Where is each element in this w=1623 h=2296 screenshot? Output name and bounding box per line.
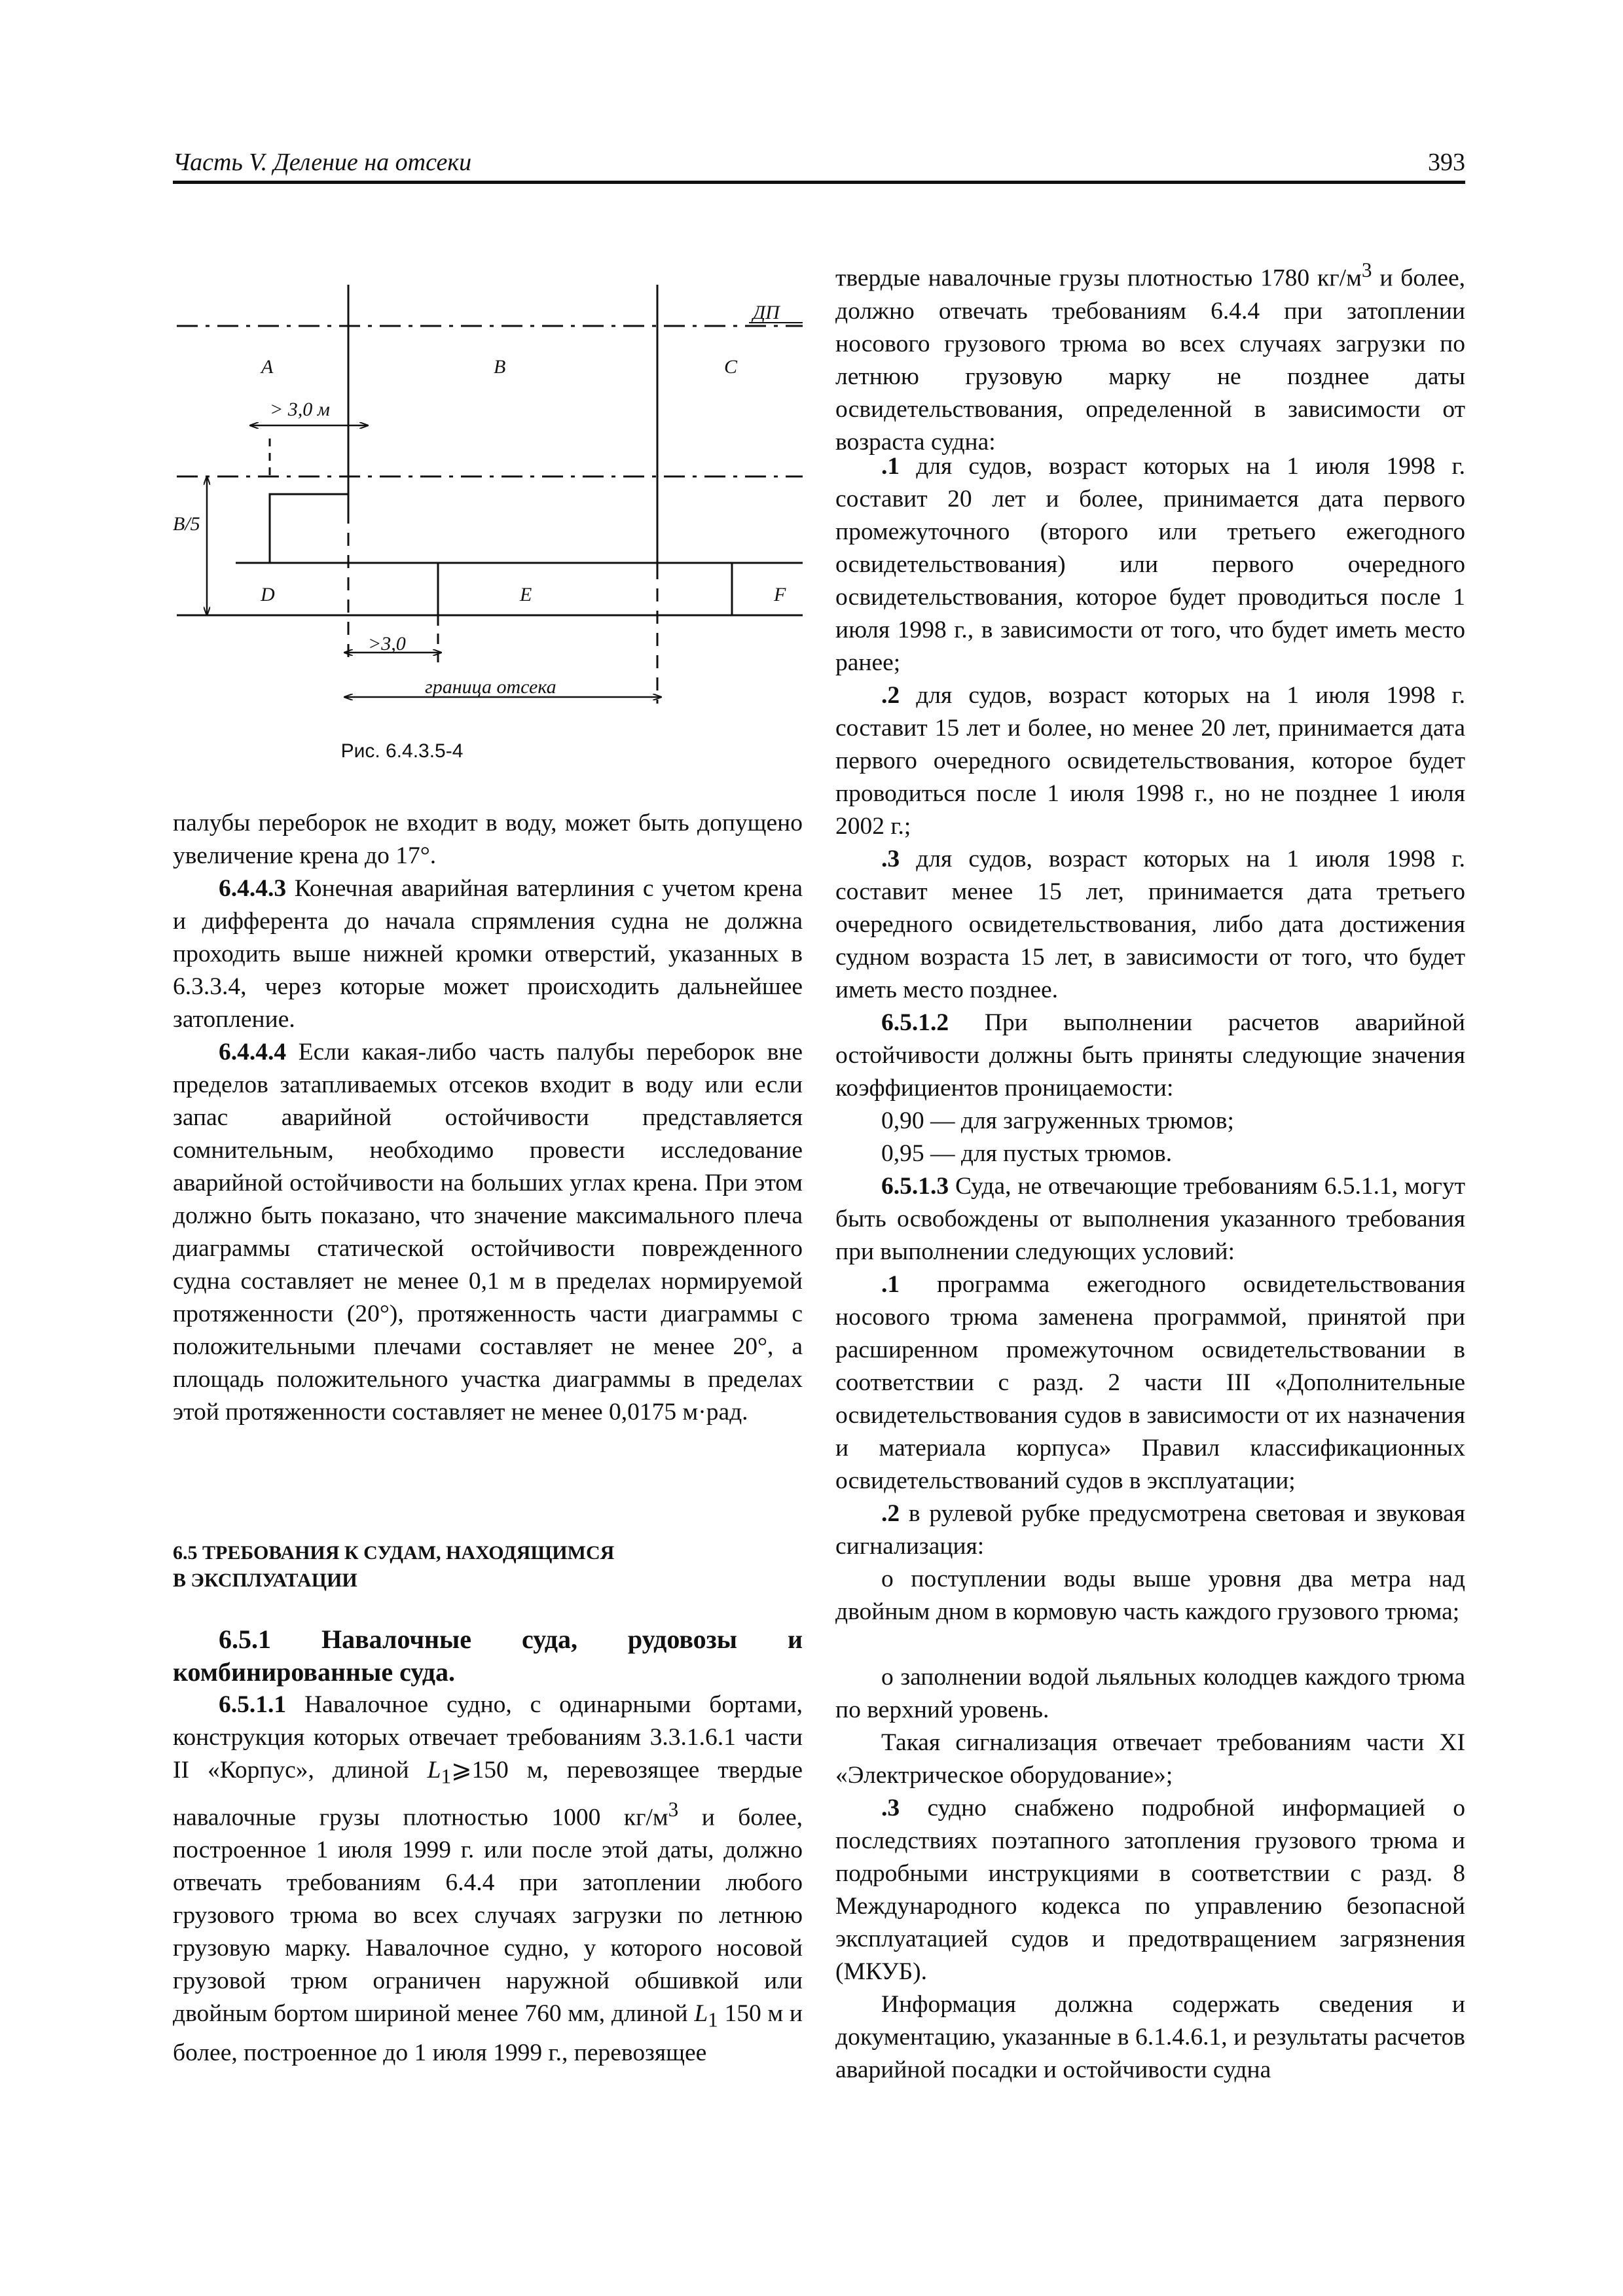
paragraph-text: и более, должно отвечать требованиям 6.4.4 при затоплении носового грузового трюма во всех случаях загрузки по летнюю грузовую марку не позднее даты освидетельствования, определенной в зависимости от возраста судна: xyxy=(835,264,1466,456)
item-number: .3 xyxy=(881,1795,900,1821)
paragraph-6-5-1-3 xyxy=(835,1170,1465,1268)
condition-1 xyxy=(835,1268,1465,1498)
clause-number: 6.5.1.3 xyxy=(881,1173,949,1200)
paragraph-text: палубы переборок не входит в воду, может быть допущено увеличение крена до 17°. xyxy=(173,810,803,869)
section-heading-line-1: 6.5 ТРЕБОВАНИЯ К СУДАМ, НАХОДЯЩИМСЯ xyxy=(173,1542,615,1564)
list-item-2 xyxy=(835,679,1465,843)
paragraph-continuation xyxy=(835,254,1465,459)
label-e: E xyxy=(520,584,532,605)
item-text: в рулевой рубке предусмотрена световая и звуковая сигнализация: xyxy=(835,1500,1465,1560)
paragraph-text: Конечная аварийная ватерлиния с учетом крена и дифферента до начала спрямления судна не должна проходить выше нижней кромки отверстий, указанных в 6.3.3.4, через которые может происходить дальнейшее затопление. xyxy=(173,875,803,1033)
symbol-subscript: 1 xyxy=(441,1765,452,1788)
label-dim-bottom: >3,0 xyxy=(368,633,406,655)
label-a: A xyxy=(261,356,274,378)
paragraph-text: 150 м и более, построенное до 1 июля 1999 г., перевозящее xyxy=(173,2000,803,2066)
paragraph-text: ⩾150 м, перевозящее твердые навалочные грузы плотностью 1000 кг/м xyxy=(173,1757,803,1831)
figure-6-4-3-5-4 xyxy=(173,259,803,782)
item-text: для судов, возраст которых на 1 июля 1998 г. составит 20 лет и более, принимается дата первого промежуточного (второго или третьего ежегодного освидетельствования) или первого очередного освидетельствования, которое будет проводиться после 1 июля 1998 г., в зависимости от того, что будет иметь место ранее; xyxy=(835,453,1465,676)
label-b5: B/5 xyxy=(173,513,200,535)
paragraph-text: твердые навалочные грузы плотностью 1780 кг/м xyxy=(835,264,1362,292)
page-header xyxy=(173,148,1465,184)
item-number: .2 xyxy=(881,1500,900,1527)
paragraph-6-5-1-1 xyxy=(173,1689,803,2070)
label-dp: ДП xyxy=(753,302,780,323)
paragraph-text: При выполнении расчетов аварийной остойчивости должны быть приняты следующие значения коэффициентов проницаемости: xyxy=(835,1009,1465,1102)
running-title: Часть V. Деление на отсеки xyxy=(173,149,472,176)
step-outline xyxy=(270,494,348,563)
alarm-bilge-wells: о заполнении водой льяльных колодцев каждого трюма по верхний уровень. xyxy=(835,1664,1465,1723)
label-dim-top: > 3,0 м xyxy=(270,399,330,420)
label-c: C xyxy=(724,356,738,378)
label-f: F xyxy=(774,584,786,605)
unit-superscript: 3 xyxy=(1361,259,1372,281)
paragraph-6-4-4-4 xyxy=(173,1036,803,1429)
item-number: .1 xyxy=(881,453,900,480)
page-number: 393 xyxy=(1428,149,1465,176)
permeability-loaded: 0,90 — для загруженных трюмов; xyxy=(881,1107,1234,1134)
paragraph-text: Если какая-либо часть палубы переборок вне пределов затапливаемых отсеков входит в воду или если запас аварийной остойчивости представляется сомнительным, необходимо провести исследование аварийной остойчивости на больших углах крена. При этом должно быть показано, что значение максимального плеча диаграммы статической остойчивости поврежденного судна составляет не менее 0,1 м в пределах нормируемой протяженности (20°), протяженность части диаграммы с положительными плечами составляет не менее 20°, а площадь положительного участка диаграммы в пределах этой протяженности составляет не менее 0,0175 м·рад. xyxy=(173,1039,803,1426)
paragraph-information: Информация должна содержать сведения и документацию, указанные в 6.1.4.6.1, и результаты расчетов аварийной посадки и остойчивости судна xyxy=(835,1991,1465,2083)
paragraph-6-5-1-2 xyxy=(835,1007,1465,1105)
item-number: .1 xyxy=(881,1271,900,1298)
label-d: D xyxy=(261,584,275,605)
item-text: для судов, возраст которых на 1 июля 1998 г. составит менее 15 лет, принимается дата третьего очередного освидетельствования, либо дата достижения судном возраста 15 лет, в зависимости от того, что будет иметь место позднее. xyxy=(835,846,1465,1003)
paragraph-continuation xyxy=(173,807,803,872)
item-number: .3 xyxy=(881,846,900,872)
alarm-compliance: Такая сигнализация отвечает требованиям части XI «Электрическое оборудование»; xyxy=(835,1729,1465,1789)
label-compartment-boundary: граница отсека xyxy=(425,676,556,698)
subsection-heading: 6.5.1 Навалочные суда, рудовозы и комбинированные суда. xyxy=(173,1624,803,1687)
paragraph-text: Навалочное судно, с одинарными бортами, конструкция которых отвечает требованиям 3.3.1.6.1 части II «Корпус», длиной xyxy=(173,1691,803,1784)
permeability-empty: 0,95 — для пустых трюмов. xyxy=(881,1140,1173,1167)
item-text: судно снабжено подробной информацией о последствиях поэтапного затопления грузового трюма и подробными инструкциями в соответствии с разд. 8 Международного кодекса по управлению безопасной эксплуатацией судов и предотвращением загрязнения (МКУБ). xyxy=(835,1795,1465,1985)
item-text: для судов, возраст которых на 1 июля 1998 г. составит 15 лет и более, но менее 20 лет, принимается дата первого очередного освидетельствования, которое будет проводиться после 1 июля 1998 г., но не позднее 1 июля 2002 г.; xyxy=(835,682,1465,840)
label-b: B xyxy=(494,356,506,378)
unit-superscript: 3 xyxy=(668,1797,679,1821)
alarm-water-ingress: о поступлении воды выше уровня два метра над двойным дном в кормовую часть каждого грузового трюма; xyxy=(835,1566,1465,1625)
item-text: программа ежегодного освидетельствования носового трюма заменена программой, принятой при расширенном промежуточном освидетельствовании в соответствии с разд. 2 части III «Дополнительные освидетельствования судов в зависимости от их назначения и материала корпуса» Правил классификационных освидетельствований судов в эксплуатации; xyxy=(835,1271,1465,1494)
symbol-l: L xyxy=(694,2000,708,2027)
figure-caption: Рис. 6.4.3.5-4 xyxy=(340,740,464,762)
symbol-subscript: 1 xyxy=(708,2008,718,2032)
section-heading xyxy=(173,1539,803,1594)
paragraph-text: и более, построенное 1 июля 1999 г. или после этой даты, должно отвечать требованиям 6.4.4 при затоплении любого грузового трюма во всех случаях загрузки по летнюю грузовую марку. Навалочное судно, у которого носовой грузовой трюм ограничен наружной обшивкой или двойным бортом шириной менее 760 мм, длиной xyxy=(173,1804,803,2027)
paragraph-text: Суда, не отвечающие требованиям 6.5.1.1, могут быть освобождены от выполнения указанного требования при выполнении следующих условий: xyxy=(835,1173,1465,1265)
list-item-1 xyxy=(835,450,1465,679)
section-heading-line-2: В ЭКСПЛУАТАЦИИ xyxy=(173,1570,357,1591)
paragraph-6-4-4-3 xyxy=(173,872,803,1036)
item-number: .2 xyxy=(881,682,900,709)
figure-diagram xyxy=(173,259,803,736)
condition-3 xyxy=(835,1792,1465,1988)
clause-number: 6.4.4.3 xyxy=(219,875,287,902)
clause-number: 6.5.1.1 xyxy=(219,1691,287,1718)
clause-number: 6.5.1.2 xyxy=(881,1009,949,1036)
symbol-l: L xyxy=(427,1757,441,1784)
condition-2 xyxy=(835,1498,1465,1563)
clause-number: 6.4.4.4 xyxy=(219,1039,287,1066)
list-item-3 xyxy=(835,843,1465,1007)
